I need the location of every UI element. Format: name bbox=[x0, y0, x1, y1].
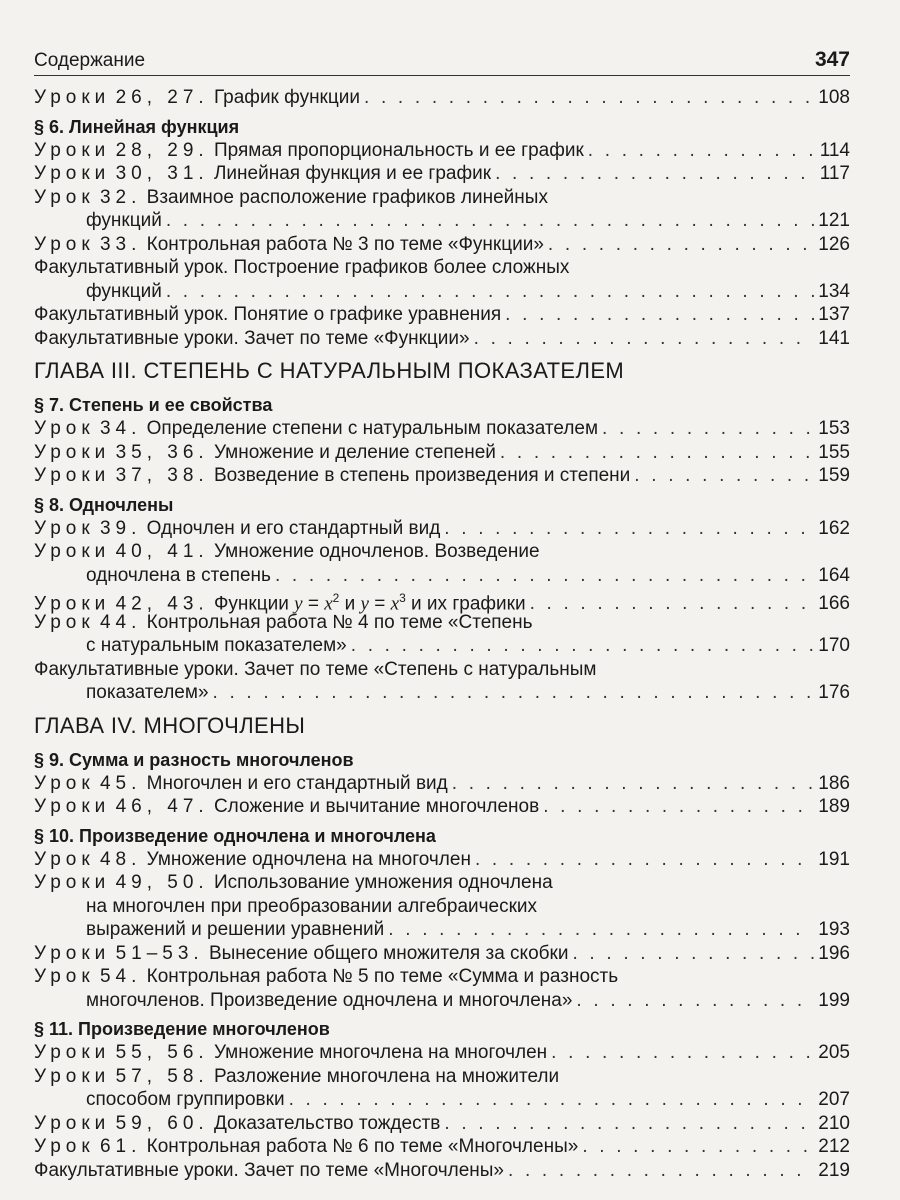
toc-line bbox=[34, 772, 850, 796]
toc-line bbox=[34, 303, 850, 327]
entry-text bbox=[34, 918, 384, 942]
entry-title: Линейная функция и ее график bbox=[213, 163, 492, 184]
lesson-number: 28, 29. bbox=[115, 139, 209, 161]
entry-text bbox=[34, 303, 501, 327]
lesson-number: 32. bbox=[99, 186, 142, 208]
lesson-label: Уроки bbox=[34, 139, 111, 161]
entry-text bbox=[34, 564, 271, 588]
toc-line bbox=[34, 186, 850, 210]
running-header bbox=[34, 42, 850, 76]
page-ref: 210 bbox=[818, 1112, 850, 1134]
dot-leader bbox=[530, 592, 815, 616]
section-heading: § 8. Одночлены bbox=[34, 494, 174, 515]
lesson-label: Уроки bbox=[34, 593, 111, 615]
entry-title: Умножение одночлена на многочлен bbox=[146, 848, 471, 870]
lesson-label: Урок bbox=[34, 1136, 95, 1157]
entry-text bbox=[34, 517, 440, 541]
dot-leader bbox=[289, 1088, 815, 1112]
lesson-label: Урок bbox=[34, 611, 95, 633]
toc-line bbox=[34, 540, 850, 564]
dot-leader bbox=[602, 417, 814, 441]
lesson-number: 34. bbox=[99, 418, 142, 439]
lesson-number: 33. bbox=[99, 233, 142, 255]
toc-line bbox=[34, 209, 850, 233]
entry-title: Доказательство тождеств bbox=[213, 1112, 441, 1134]
dot-leader bbox=[213, 681, 815, 705]
lesson-label: Урок bbox=[34, 966, 95, 987]
lesson-label: Уроки bbox=[34, 465, 111, 486]
page-ref: 153 bbox=[818, 418, 850, 439]
entry-title: Факультативные уроки. Зачет по теме «Степень с натуральным bbox=[34, 658, 597, 680]
toc-line: на многочлен при преобразовании алгебраических bbox=[86, 895, 538, 917]
dot-leader bbox=[166, 209, 814, 233]
lesson-number: 48. bbox=[99, 848, 142, 870]
entry-title: Определение степени с натуральным показателем bbox=[146, 418, 599, 439]
entry-title: Умножение одночленов. Возведение bbox=[213, 541, 540, 562]
entry-text bbox=[34, 848, 471, 872]
toc-line bbox=[34, 1159, 850, 1183]
toc-entry bbox=[34, 464, 850, 488]
entry-text bbox=[34, 1159, 504, 1183]
lesson-number: 35, 36. bbox=[115, 441, 209, 463]
toc-entry bbox=[34, 162, 850, 186]
lesson-label: Уроки bbox=[34, 441, 111, 463]
table-of-contents bbox=[34, 86, 850, 1182]
lesson-label: Урок bbox=[34, 233, 95, 255]
entry-title: Сложение и вычитание многочленов bbox=[213, 796, 540, 817]
section-heading: § 6. Линейная функция bbox=[34, 116, 240, 137]
lesson-label: Уроки bbox=[34, 163, 111, 184]
lesson-number: 57, 58. bbox=[115, 1065, 209, 1087]
entry-title-continuation: способом группировки bbox=[86, 1089, 285, 1110]
lesson-number: 49, 50. bbox=[115, 872, 209, 893]
toc-line bbox=[34, 256, 850, 280]
toc-entry bbox=[34, 772, 850, 796]
lesson-number: 46, 47. bbox=[115, 796, 209, 817]
toc-line bbox=[34, 681, 850, 705]
toc-line bbox=[34, 871, 850, 895]
dot-leader bbox=[551, 1041, 814, 1065]
math-equals: = bbox=[307, 593, 319, 615]
page-ref: 199 bbox=[818, 989, 850, 1011]
toc-line bbox=[34, 517, 850, 541]
entry-title: Контрольная работа № 4 по теме «Степень bbox=[146, 611, 533, 633]
toc-entry bbox=[34, 327, 850, 351]
entry-title: Многочлен и его стандартный вид bbox=[146, 772, 448, 794]
lesson-label: Урок bbox=[34, 772, 95, 794]
entry-title-tail: и их графики bbox=[411, 593, 526, 615]
entry-title-continuation: с натуральным показателем» bbox=[86, 635, 347, 656]
dot-leader bbox=[474, 327, 815, 351]
entry-title: Умножение многочлена на многочлен bbox=[213, 1042, 548, 1063]
dot-leader bbox=[444, 517, 814, 541]
page-ref: 166 bbox=[818, 593, 850, 615]
dot-leader bbox=[351, 634, 815, 658]
page-ref: 114 bbox=[819, 139, 850, 161]
entry-text bbox=[34, 139, 584, 163]
lesson-number: 54. bbox=[99, 966, 142, 987]
lesson-label: Урок bbox=[34, 186, 95, 208]
entry-title-continuation: функций bbox=[86, 280, 162, 302]
entry-title: Факультативные уроки. Зачет по теме «Функции» bbox=[34, 327, 470, 349]
page-ref: 155 bbox=[818, 441, 850, 463]
dot-leader bbox=[634, 464, 814, 488]
entry-text bbox=[34, 795, 539, 819]
entry-text bbox=[34, 1088, 285, 1112]
chapter-heading: ГЛАВА III. СТЕПЕНЬ С НАТУРАЛЬНЫМ ПОКАЗАТЕЛЕМ bbox=[34, 358, 625, 383]
dot-leader bbox=[388, 918, 814, 942]
entry-title: Одночлен и его стандартный вид bbox=[146, 517, 441, 539]
dot-leader bbox=[166, 280, 814, 304]
toc-entry bbox=[34, 1041, 850, 1065]
lesson-number: 26, 27. bbox=[115, 87, 209, 108]
entry-title: Взаимное расположение графиков линейных bbox=[146, 186, 548, 208]
toc-line bbox=[34, 233, 850, 257]
lesson-label: Уроки bbox=[34, 1042, 111, 1063]
lesson-label: Уроки bbox=[34, 796, 111, 817]
toc-entry bbox=[34, 942, 850, 966]
lesson-number: 42, 43. bbox=[115, 593, 209, 615]
toc-line bbox=[34, 1065, 850, 1089]
math-var-y: y bbox=[360, 593, 369, 615]
entry-title-continuation: показателем» bbox=[86, 682, 209, 703]
page-ref: 176 bbox=[818, 682, 850, 703]
toc-line bbox=[34, 634, 850, 658]
toc-entry bbox=[34, 233, 850, 257]
lesson-label: Урок bbox=[34, 848, 95, 870]
entry-text bbox=[34, 464, 630, 488]
lesson-label: Урок bbox=[34, 517, 95, 539]
toc-line bbox=[34, 139, 850, 163]
entry-title: Умножение и деление степеней bbox=[213, 441, 496, 463]
lesson-number: 55, 56. bbox=[115, 1042, 209, 1063]
page-ref: 207 bbox=[818, 1089, 850, 1110]
page-ref: 219 bbox=[818, 1159, 850, 1181]
toc-line bbox=[34, 441, 850, 465]
entry-title: Разложение многочлена на множители bbox=[213, 1065, 560, 1087]
dot-leader bbox=[364, 86, 814, 110]
entry-text bbox=[34, 681, 209, 705]
math-var-x: x bbox=[390, 593, 400, 615]
lesson-label: Уроки bbox=[34, 1065, 111, 1087]
conjunction: и bbox=[344, 593, 356, 615]
entry-text bbox=[34, 634, 347, 658]
toc-entry bbox=[34, 256, 850, 303]
math-var-y: y bbox=[294, 593, 303, 615]
page-ref: 186 bbox=[818, 772, 850, 794]
entry-text bbox=[34, 162, 491, 186]
math-exponent: 3 bbox=[399, 591, 406, 605]
toc-line bbox=[34, 86, 850, 110]
section-heading: § 7. Степень и ее свойства bbox=[34, 395, 273, 415]
dot-leader bbox=[500, 441, 814, 465]
entry-text bbox=[34, 1112, 440, 1136]
toc-entry bbox=[34, 441, 850, 465]
page-ref: 137 bbox=[818, 304, 850, 325]
page-ref: 189 bbox=[818, 796, 850, 817]
dot-leader bbox=[452, 772, 815, 796]
page-ref: 141 bbox=[818, 327, 850, 349]
page-ref: 193 bbox=[818, 919, 850, 940]
page-ref: 170 bbox=[818, 635, 850, 656]
lesson-number: 40, 41. bbox=[115, 541, 209, 562]
lesson-label: Уроки bbox=[34, 541, 111, 562]
lesson-number: 59, 60. bbox=[115, 1112, 209, 1134]
dot-leader bbox=[508, 1159, 814, 1183]
dot-leader bbox=[543, 795, 814, 819]
toc-line bbox=[34, 918, 850, 942]
section-heading: § 9. Сумма и разность многочленов bbox=[34, 749, 354, 770]
toc-line bbox=[34, 1088, 850, 1112]
toc-entry bbox=[34, 1135, 850, 1159]
lesson-label: Уроки bbox=[34, 872, 111, 893]
entry-title: Факультативный урок. Построение графиков более сложных bbox=[34, 257, 570, 278]
lesson-label: Уроки bbox=[34, 942, 111, 964]
lesson-number: 45. bbox=[99, 772, 142, 794]
math-equals: = bbox=[374, 593, 386, 615]
entry-text bbox=[34, 772, 448, 796]
math-var-x: x bbox=[324, 593, 333, 615]
toc-entry bbox=[34, 871, 850, 942]
entry-text bbox=[34, 989, 572, 1013]
page-ref: 196 bbox=[818, 942, 850, 964]
section-heading: § 10. Произведение одночлена и многочлена bbox=[34, 825, 436, 846]
toc-entry bbox=[34, 186, 850, 233]
entry-title-continuation: функций bbox=[86, 210, 162, 231]
dot-leader bbox=[475, 848, 814, 872]
lesson-number: 37, 38. bbox=[115, 465, 209, 486]
toc-line bbox=[34, 417, 850, 441]
lesson-label: Уроки bbox=[34, 87, 111, 108]
entry-title: Вынесение общего множителя за скобки bbox=[208, 942, 569, 964]
toc-line bbox=[34, 965, 850, 989]
toc-line bbox=[34, 280, 850, 304]
toc-entry bbox=[34, 1112, 850, 1136]
entry-text bbox=[34, 417, 598, 441]
toc-entry bbox=[34, 540, 850, 587]
lesson-number: 44. bbox=[99, 611, 142, 633]
dot-leader bbox=[582, 1135, 814, 1159]
entry-title: Контрольная работа № 6 по теме «Многочлены» bbox=[146, 1136, 579, 1157]
toc-entry bbox=[34, 848, 850, 872]
page-ref: 191 bbox=[818, 848, 850, 870]
entry-title: Контрольная работа № 5 по теме «Сумма и разность bbox=[146, 966, 619, 987]
section-heading: § 11. Произведение многочленов bbox=[34, 1019, 330, 1039]
header-title: Содержание bbox=[34, 50, 146, 71]
lesson-label: Уроки bbox=[34, 1112, 111, 1134]
toc-entry bbox=[34, 658, 850, 705]
entry-title: Факультативный урок. Понятие о графике уравнения bbox=[34, 304, 502, 325]
entry-title-continuation: выражений и решении уравнений bbox=[86, 919, 385, 940]
toc-line bbox=[34, 1041, 850, 1065]
toc-entry bbox=[34, 517, 850, 541]
toc-entry bbox=[34, 1159, 850, 1183]
toc-entry bbox=[34, 86, 850, 110]
dot-leader bbox=[275, 564, 814, 588]
toc-line bbox=[34, 848, 850, 872]
lesson-number: 51–53. bbox=[115, 942, 204, 964]
lesson-label: Урок bbox=[34, 418, 95, 439]
dot-leader bbox=[572, 942, 814, 966]
dot-leader bbox=[576, 989, 814, 1013]
entry-text bbox=[34, 1135, 578, 1159]
entry-text bbox=[34, 1041, 547, 1065]
entry-text bbox=[34, 86, 360, 110]
entry-title: Использование умножения одночлена bbox=[213, 872, 553, 893]
page-number: 347 bbox=[814, 48, 850, 71]
page-ref: 159 bbox=[818, 465, 850, 486]
entry-title: Возведение в степень произведения и степени bbox=[213, 465, 631, 486]
dot-leader bbox=[505, 303, 814, 327]
toc-line bbox=[34, 989, 850, 1013]
entry-text bbox=[34, 280, 162, 304]
entry-title: График функции bbox=[213, 87, 360, 108]
toc-line bbox=[34, 162, 850, 186]
toc-entry bbox=[34, 965, 850, 1012]
page-ref: 108 bbox=[818, 87, 850, 108]
lesson-number: 39. bbox=[99, 517, 142, 539]
page-ref: 117 bbox=[819, 163, 850, 184]
lesson-number: 61. bbox=[99, 1136, 142, 1157]
toc-entry bbox=[34, 417, 850, 441]
toc-line bbox=[34, 795, 850, 819]
entry-text bbox=[34, 942, 568, 966]
toc-entry bbox=[34, 795, 850, 819]
entry-title: Факультативные уроки. Зачет по теме «Многочлены» bbox=[34, 1159, 504, 1181]
dot-leader bbox=[588, 139, 816, 163]
page-ref: 212 bbox=[818, 1136, 850, 1157]
toc-entry bbox=[34, 587, 850, 615]
page-ref: 121 bbox=[818, 210, 850, 231]
entry-title: Прямая пропорциональность и ее график bbox=[213, 139, 584, 161]
toc-entry bbox=[34, 303, 850, 327]
chapter-heading: ГЛАВА IV. МНОГОЧЛЕНЫ bbox=[34, 712, 306, 738]
entry-text bbox=[34, 327, 470, 351]
toc-line bbox=[34, 1112, 850, 1136]
entry-text bbox=[34, 209, 162, 233]
toc-line bbox=[34, 564, 850, 588]
page-ref: 126 bbox=[818, 233, 850, 255]
toc-line bbox=[34, 587, 850, 615]
toc-line bbox=[34, 942, 850, 966]
entry-text bbox=[34, 233, 544, 257]
page-ref: 205 bbox=[818, 1042, 850, 1063]
entry-title: Функции bbox=[213, 593, 289, 615]
dot-leader bbox=[444, 1112, 814, 1136]
toc-line bbox=[34, 327, 850, 351]
toc-line bbox=[34, 658, 850, 682]
entry-title: Контрольная работа № 3 по теме «Функции» bbox=[146, 233, 544, 255]
lesson-number: 30, 31. bbox=[115, 163, 209, 184]
math-exponent: 2 bbox=[332, 591, 340, 605]
dot-leader bbox=[495, 162, 816, 186]
toc-entry bbox=[34, 1065, 850, 1112]
toc-entry bbox=[34, 611, 850, 658]
dot-leader bbox=[548, 233, 814, 257]
toc-entry bbox=[34, 139, 850, 163]
entry-text bbox=[34, 441, 496, 465]
entry-title-continuation: многочленов. Произведение одночлена и многочлена» bbox=[86, 989, 573, 1011]
toc-line bbox=[34, 1135, 850, 1159]
page-ref: 134 bbox=[818, 280, 850, 302]
toc-line bbox=[34, 464, 850, 488]
entry-title-continuation: одночлена в степень bbox=[86, 564, 271, 586]
page-ref: 164 bbox=[818, 564, 850, 586]
page-ref: 162 bbox=[818, 517, 850, 539]
